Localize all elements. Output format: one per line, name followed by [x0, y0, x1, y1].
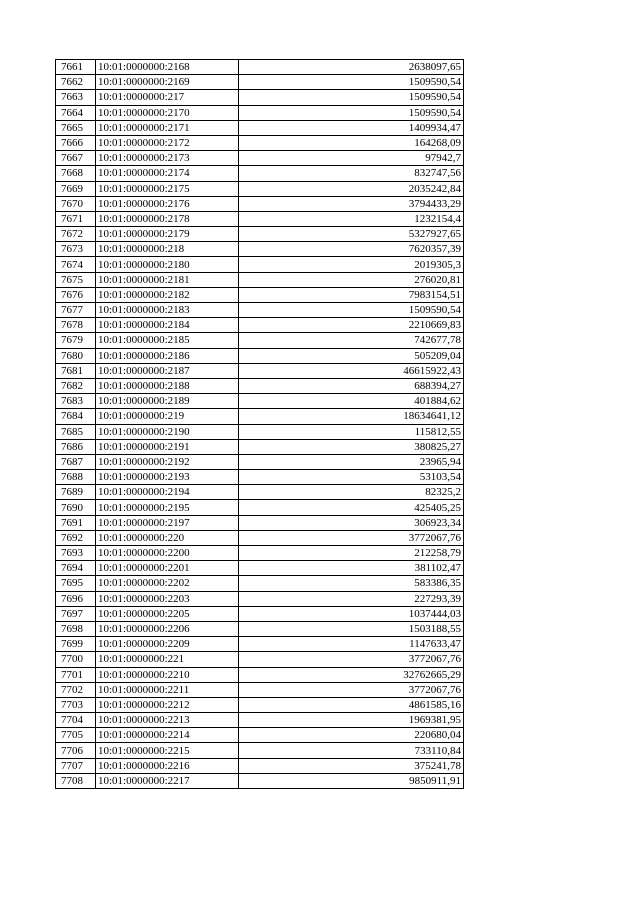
- cadastral-number-cell: 10:01:0000000:2200: [96, 546, 239, 561]
- row-number-cell: 7674: [56, 257, 96, 272]
- value-cell: 505209,04: [239, 348, 464, 363]
- row-number-cell: 7687: [56, 454, 96, 469]
- table-body: [56, 60, 464, 789]
- row-number-cell: 7708: [56, 773, 96, 788]
- value-cell: 375241,78: [239, 758, 464, 773]
- table-row: [56, 439, 464, 454]
- value-cell: 53103,54: [239, 470, 464, 485]
- cadastral-number-cell: 10:01:0000000:2215: [96, 743, 239, 758]
- cadastral-number-cell: 10:01:0000000:2193: [96, 470, 239, 485]
- value-cell: 9850911,91: [239, 773, 464, 788]
- row-number-cell: 7703: [56, 697, 96, 712]
- value-cell: 212258,79: [239, 546, 464, 561]
- value-cell: 3772067,76: [239, 652, 464, 667]
- row-number-cell: 7704: [56, 713, 96, 728]
- value-cell: 381102,47: [239, 561, 464, 576]
- value-cell: 1509590,54: [239, 90, 464, 105]
- table-row: [56, 242, 464, 257]
- cadastral-number-cell: 10:01:0000000:2192: [96, 454, 239, 469]
- row-number-cell: 7692: [56, 530, 96, 545]
- row-number-cell: 7698: [56, 621, 96, 636]
- value-cell: 1147633,47: [239, 637, 464, 652]
- cadastral-number-cell: 10:01:0000000:2205: [96, 606, 239, 621]
- cadastral-number-cell: 10:01:0000000:2197: [96, 515, 239, 530]
- table-row: [56, 151, 464, 166]
- row-number-cell: 7679: [56, 333, 96, 348]
- row-number-cell: 7671: [56, 211, 96, 226]
- table-row: [56, 363, 464, 378]
- cadastral-number-cell: 10:01:0000000:2206: [96, 621, 239, 636]
- value-cell: 4861585,16: [239, 697, 464, 712]
- row-number-cell: 7694: [56, 561, 96, 576]
- cadastral-number-cell: 10:01:0000000:2209: [96, 637, 239, 652]
- row-number-cell: 7681: [56, 363, 96, 378]
- table-row: [56, 515, 464, 530]
- value-cell: 276020,81: [239, 272, 464, 287]
- value-cell: 2035242,84: [239, 181, 464, 196]
- table-row: [56, 652, 464, 667]
- value-cell: 425405,25: [239, 500, 464, 515]
- value-cell: 733110,84: [239, 743, 464, 758]
- cadastral-number-cell: 10:01:0000000:2172: [96, 135, 239, 150]
- table-row: [56, 758, 464, 773]
- row-number-cell: 7672: [56, 227, 96, 242]
- row-number-cell: 7666: [56, 135, 96, 150]
- row-number-cell: 7688: [56, 470, 96, 485]
- table-row: [56, 591, 464, 606]
- value-cell: 1509590,54: [239, 303, 464, 318]
- cadastral-number-cell: 10:01:0000000:2216: [96, 758, 239, 773]
- row-number-cell: 7677: [56, 303, 96, 318]
- cadastral-number-cell: 10:01:0000000:2182: [96, 287, 239, 302]
- row-number-cell: 7701: [56, 667, 96, 682]
- table-row: [56, 409, 464, 424]
- value-cell: 1409934,47: [239, 120, 464, 135]
- table-row: [56, 546, 464, 561]
- table-row: [56, 576, 464, 591]
- cadastral-number-cell: 10:01:0000000:2170: [96, 105, 239, 120]
- row-number-cell: 7705: [56, 728, 96, 743]
- table-row: [56, 621, 464, 636]
- value-cell: 2638097,65: [239, 60, 464, 75]
- value-cell: 220680,04: [239, 728, 464, 743]
- table-row: [56, 530, 464, 545]
- table-row: [56, 743, 464, 758]
- cadastral-number-cell: 10:01:0000000:2217: [96, 773, 239, 788]
- table-row: [56, 75, 464, 90]
- value-cell: 82325,2: [239, 485, 464, 500]
- cadastral-number-cell: 10:01:0000000:2195: [96, 500, 239, 515]
- value-cell: 688394,27: [239, 378, 464, 393]
- value-cell: 7620357,39: [239, 242, 464, 257]
- table-row: [56, 257, 464, 272]
- cadastral-number-cell: 10:01:0000000:2188: [96, 378, 239, 393]
- table-row: [56, 105, 464, 120]
- cadastral-number-cell: 10:01:0000000:2210: [96, 667, 239, 682]
- row-number-cell: 7695: [56, 576, 96, 591]
- row-number-cell: 7686: [56, 439, 96, 454]
- table-row: [56, 454, 464, 469]
- value-cell: 23965,94: [239, 454, 464, 469]
- row-number-cell: 7678: [56, 318, 96, 333]
- table-row: [56, 667, 464, 682]
- row-number-cell: 7676: [56, 287, 96, 302]
- table-row: [56, 424, 464, 439]
- cadastral-number-cell: 10:01:0000000:217: [96, 90, 239, 105]
- cadastral-number-cell: 10:01:0000000:221: [96, 652, 239, 667]
- cadastral-number-cell: 10:01:0000000:2191: [96, 439, 239, 454]
- value-cell: 1509590,54: [239, 75, 464, 90]
- value-cell: 583386,35: [239, 576, 464, 591]
- table-row: [56, 272, 464, 287]
- table-row: [56, 333, 464, 348]
- cadastral-number-cell: 10:01:0000000:2201: [96, 561, 239, 576]
- value-cell: 5327927,65: [239, 227, 464, 242]
- value-cell: 7983154,51: [239, 287, 464, 302]
- row-number-cell: 7680: [56, 348, 96, 363]
- table-row: [56, 303, 464, 318]
- table-row: [56, 561, 464, 576]
- row-number-cell: 7682: [56, 378, 96, 393]
- cadastral-number-cell: 10:01:0000000:2174: [96, 166, 239, 181]
- cadastral-number-cell: 10:01:0000000:218: [96, 242, 239, 257]
- value-cell: 1037444,03: [239, 606, 464, 621]
- cadastral-number-cell: 10:01:0000000:2213: [96, 713, 239, 728]
- cadastral-number-cell: 10:01:0000000:2168: [96, 60, 239, 75]
- row-number-cell: 7685: [56, 424, 96, 439]
- cadastral-number-cell: 10:01:0000000:2190: [96, 424, 239, 439]
- cadastral-number-cell: 10:01:0000000:2186: [96, 348, 239, 363]
- table-row: [56, 166, 464, 181]
- row-number-cell: 7691: [56, 515, 96, 530]
- table-row: [56, 500, 464, 515]
- row-number-cell: 7702: [56, 682, 96, 697]
- table-row: [56, 227, 464, 242]
- value-cell: 18634641,12: [239, 409, 464, 424]
- row-number-cell: 7689: [56, 485, 96, 500]
- cadastral-number-cell: 10:01:0000000:2187: [96, 363, 239, 378]
- value-cell: 1509590,54: [239, 105, 464, 120]
- cadastral-number-cell: 10:01:0000000:219: [96, 409, 239, 424]
- cadastral-number-cell: 10:01:0000000:2184: [96, 318, 239, 333]
- cadastral-number-cell: 10:01:0000000:2171: [96, 120, 239, 135]
- row-number-cell: 7683: [56, 394, 96, 409]
- value-cell: 832747,56: [239, 166, 464, 181]
- cadastral-number-cell: 10:01:0000000:2202: [96, 576, 239, 591]
- row-number-cell: 7663: [56, 90, 96, 105]
- row-number-cell: 7668: [56, 166, 96, 181]
- row-number-cell: 7700: [56, 652, 96, 667]
- table-row: [56, 470, 464, 485]
- cadastral-number-cell: 10:01:0000000:2203: [96, 591, 239, 606]
- table-row: [56, 181, 464, 196]
- value-cell: 3794433,29: [239, 196, 464, 211]
- cadastral-number-cell: 10:01:0000000:2185: [96, 333, 239, 348]
- value-cell: 227293,39: [239, 591, 464, 606]
- cadastral-number-cell: 10:01:0000000:2214: [96, 728, 239, 743]
- cadastral-number-cell: 10:01:0000000:2183: [96, 303, 239, 318]
- cadastral-number-cell: 10:01:0000000:2181: [96, 272, 239, 287]
- table-row: [56, 318, 464, 333]
- table-row: [56, 287, 464, 302]
- row-number-cell: 7706: [56, 743, 96, 758]
- table-row: [56, 135, 464, 150]
- cadastral-number-cell: 10:01:0000000:2189: [96, 394, 239, 409]
- value-cell: 97942,7: [239, 151, 464, 166]
- row-number-cell: 7693: [56, 546, 96, 561]
- cadastral-number-cell: 10:01:0000000:2178: [96, 211, 239, 226]
- row-number-cell: 7670: [56, 196, 96, 211]
- cadastral-number-cell: 10:01:0000000:220: [96, 530, 239, 545]
- value-cell: 164268,09: [239, 135, 464, 150]
- row-number-cell: 7696: [56, 591, 96, 606]
- table-row: [56, 773, 464, 788]
- value-cell: 1232154,4: [239, 211, 464, 226]
- table-row: [56, 348, 464, 363]
- row-number-cell: 7662: [56, 75, 96, 90]
- cadastral-number-cell: 10:01:0000000:2211: [96, 682, 239, 697]
- cadastral-number-cell: 10:01:0000000:2212: [96, 697, 239, 712]
- value-cell: 32762665,29: [239, 667, 464, 682]
- table-row: [56, 713, 464, 728]
- table-row: [56, 90, 464, 105]
- value-cell: 1503188,55: [239, 621, 464, 636]
- value-cell: 115812,55: [239, 424, 464, 439]
- cadastral-number-cell: 10:01:0000000:2173: [96, 151, 239, 166]
- table-row: [56, 60, 464, 75]
- table-row: [56, 485, 464, 500]
- cadastral-number-cell: 10:01:0000000:2176: [96, 196, 239, 211]
- value-cell: 742677,78: [239, 333, 464, 348]
- value-cell: 401884,62: [239, 394, 464, 409]
- table-row: [56, 196, 464, 211]
- table-row: [56, 697, 464, 712]
- table-row: [56, 728, 464, 743]
- value-cell: 2019305,3: [239, 257, 464, 272]
- row-number-cell: 7690: [56, 500, 96, 515]
- cadastral-number-cell: 10:01:0000000:2175: [96, 181, 239, 196]
- table-row: [56, 394, 464, 409]
- row-number-cell: 7707: [56, 758, 96, 773]
- table-row: [56, 120, 464, 135]
- row-number-cell: 7669: [56, 181, 96, 196]
- row-number-cell: 7684: [56, 409, 96, 424]
- table-row: [56, 211, 464, 226]
- row-number-cell: 7661: [56, 60, 96, 75]
- table-row: [56, 637, 464, 652]
- cadastral-number-cell: 10:01:0000000:2180: [96, 257, 239, 272]
- row-number-cell: 7667: [56, 151, 96, 166]
- value-cell: 2210669,83: [239, 318, 464, 333]
- table-row: [56, 378, 464, 393]
- row-number-cell: 7699: [56, 637, 96, 652]
- row-number-cell: 7697: [56, 606, 96, 621]
- row-number-cell: 7665: [56, 120, 96, 135]
- value-cell: 1969381,95: [239, 713, 464, 728]
- value-cell: 3772067,76: [239, 682, 464, 697]
- table-row: [56, 606, 464, 621]
- value-cell: 306923,34: [239, 515, 464, 530]
- cadastral-number-cell: 10:01:0000000:2179: [96, 227, 239, 242]
- cadastral-value-table: [55, 59, 464, 789]
- table-row: [56, 682, 464, 697]
- row-number-cell: 7664: [56, 105, 96, 120]
- row-number-cell: 7673: [56, 242, 96, 257]
- cadastral-number-cell: 10:01:0000000:2169: [96, 75, 239, 90]
- cadastral-number-cell: 10:01:0000000:2194: [96, 485, 239, 500]
- value-cell: 380825,27: [239, 439, 464, 454]
- value-cell: 46615922,43: [239, 363, 464, 378]
- row-number-cell: 7675: [56, 272, 96, 287]
- value-cell: 3772067,76: [239, 530, 464, 545]
